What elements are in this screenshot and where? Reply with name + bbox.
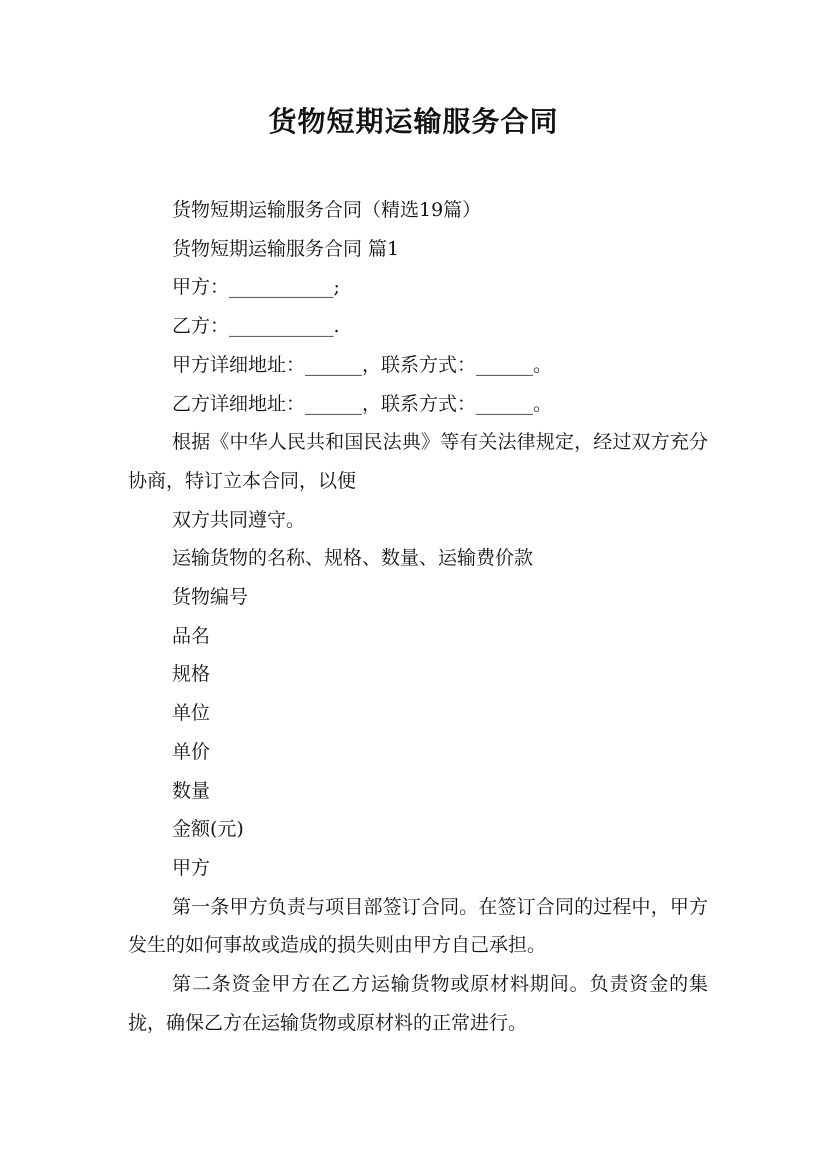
- paragraph-party-a-address: 甲方详细地址：______，联系方式：______。: [172, 353, 553, 376]
- paragraph-article-1: 第一条甲方负责与项目部签订合同。在签订合同的过程中，甲方发生的如何事故或造成的损失则由甲方自己承担。: [128, 895, 708, 957]
- paragraph-product-name: 品名: [172, 624, 211, 647]
- paragraph-unit: 单位: [172, 702, 211, 725]
- paragraph-party-b-address: 乙方详细地址：______，联系方式：______。: [172, 392, 553, 415]
- paragraph-mutual-compliance: 双方共同遵守。: [172, 508, 306, 531]
- paragraph-party-b: 乙方：___________.: [172, 315, 340, 338]
- paragraph-goods-number: 货物编号: [172, 586, 249, 609]
- paragraph-section-heading: 货物短期运输服务合同 篇1: [172, 237, 400, 260]
- document-title: 货物短期运输服务合同: [268, 105, 559, 138]
- paragraph-specification: 规格: [172, 663, 211, 686]
- paragraph-intro: 货物短期运输服务合同（精选19篇）: [172, 199, 482, 221]
- paragraph-unit-price: 单价: [172, 740, 211, 763]
- paragraph-quantity: 数量: [172, 779, 211, 802]
- paragraph-party-a-label: 甲方: [172, 856, 211, 879]
- paragraph-party-a: 甲方：___________;: [172, 276, 340, 299]
- document-body: [128, 191, 708, 1042]
- paragraph-article-2: 第二条资金甲方在乙方运输货物或原材料期间。负责资金的集拢，确保乙方在运输货物或原材料的正常进行。: [128, 973, 708, 1034]
- paragraph-legal-basis: 根据《中华人民共和国民法典》等有关法律规定，经过双方充分协商，特订立本合同，以便: [128, 431, 708, 492]
- paragraph-goods-heading: 运输货物的名称、规格、数量、运输费价款: [172, 547, 534, 570]
- paragraph-amount: 金额(元): [172, 818, 244, 841]
